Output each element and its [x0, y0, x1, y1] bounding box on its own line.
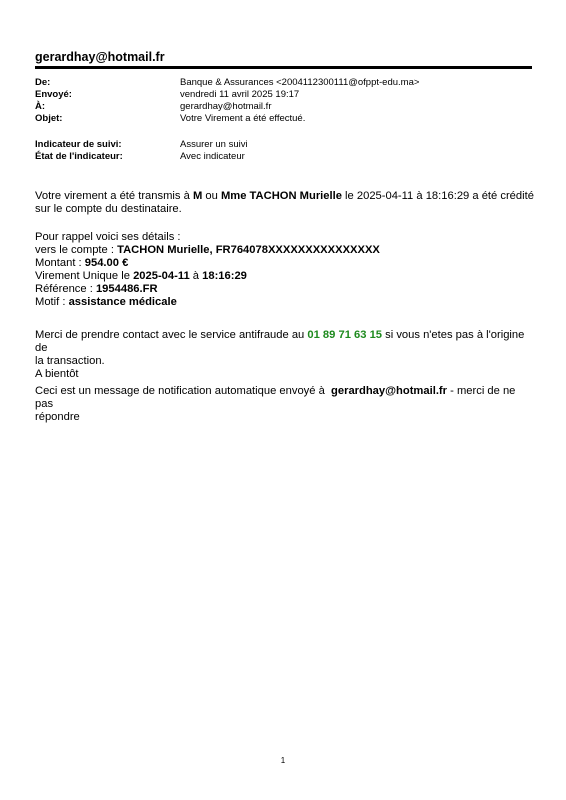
details-reference-line	[35, 283, 535, 296]
recipient-title-m: M	[192, 190, 203, 202]
automatic-notice-paragraph	[35, 385, 535, 424]
flag-status-label: État de l'indicateur:	[35, 151, 123, 162]
recipient-name: Mme TACHON Murielle	[220, 190, 342, 202]
text-segment: Ceci est un message de notification automatique envoyé à	[35, 385, 332, 397]
mailbox-address: gerardhay@hotmail.fr	[35, 50, 165, 64]
amount-value: 954.00 €	[84, 257, 129, 269]
follow-up-flag-label: Indicateur de suivi:	[35, 139, 122, 150]
text-segment: ou	[202, 190, 221, 202]
details-transfer-line	[35, 270, 535, 283]
details-account-line	[35, 244, 535, 257]
to-label: À:	[35, 101, 46, 112]
text-segment: Merci de prendre contact avec le service antifraude au	[35, 329, 308, 341]
details-reason-line	[35, 296, 535, 309]
text-segment: - merci de ne pas	[35, 385, 516, 410]
text-segment: le 2025-04-11 à 18:16:29 a été crédité	[341, 190, 534, 202]
subject-value: Votre Virement a été effectué.	[180, 113, 306, 124]
notice-line-2: répondre	[35, 411, 80, 423]
transfer-details-block	[35, 231, 535, 309]
sent-value: vendredi 11 avril 2025 19:17	[180, 89, 300, 100]
from-label: De:	[35, 77, 51, 88]
from-value: Banque & Assurances <2004112300111@ofppt-edu.ma>	[180, 77, 420, 88]
transfer-notice-line-1	[35, 190, 535, 203]
reason-label: Motif :	[35, 296, 69, 308]
reason-value: assistance médicale	[68, 296, 177, 308]
account-label: vers le compte :	[35, 244, 118, 256]
follow-up-flag-value: Assurer un suivi	[180, 139, 248, 150]
amount-label: Montant :	[35, 257, 85, 269]
sent-label: Envoyé:	[35, 89, 72, 100]
to-value: gerardhay@hotmail.fr	[180, 101, 272, 112]
transfer-notice-paragraph	[35, 190, 535, 216]
contact-line-2: la transaction.	[35, 355, 105, 367]
antifraud-phone-number: 01 89 71 63 15	[307, 329, 383, 341]
account-value: TACHON Murielle, FR764078XXXXXXXXXXXXXXX	[117, 244, 380, 256]
details-amount-line	[35, 257, 535, 270]
text-segment: Votre virement a été transmis à	[35, 190, 193, 202]
details-intro: Pour rappel voici ses détails :	[35, 231, 181, 243]
sign-off: A bientôt	[35, 368, 79, 380]
notice-line-1	[35, 385, 535, 411]
page-number: 1	[280, 756, 286, 765]
transfer-label: Virement Unique le	[35, 270, 134, 282]
transfer-time: 18:16:29	[202, 270, 247, 282]
reference-label: Référence :	[35, 283, 96, 295]
flag-status-value: Avec indicateur	[180, 151, 245, 162]
subject-label: Objet:	[35, 113, 63, 124]
antifraud-contact-paragraph	[35, 329, 535, 381]
notice-email-address: gerardhay@hotmail.fr	[331, 385, 448, 397]
transfer-notice-line-2: sur le compte du destinataire.	[35, 203, 182, 215]
text-segment: si vous n'etes pas à l'origine de	[35, 329, 525, 354]
text-segment: à	[189, 270, 203, 282]
reference-value: 1954486.FR	[95, 283, 158, 295]
contact-line-1	[35, 329, 535, 355]
header-divider	[35, 66, 532, 69]
transfer-date: 2025-04-11	[133, 270, 190, 282]
